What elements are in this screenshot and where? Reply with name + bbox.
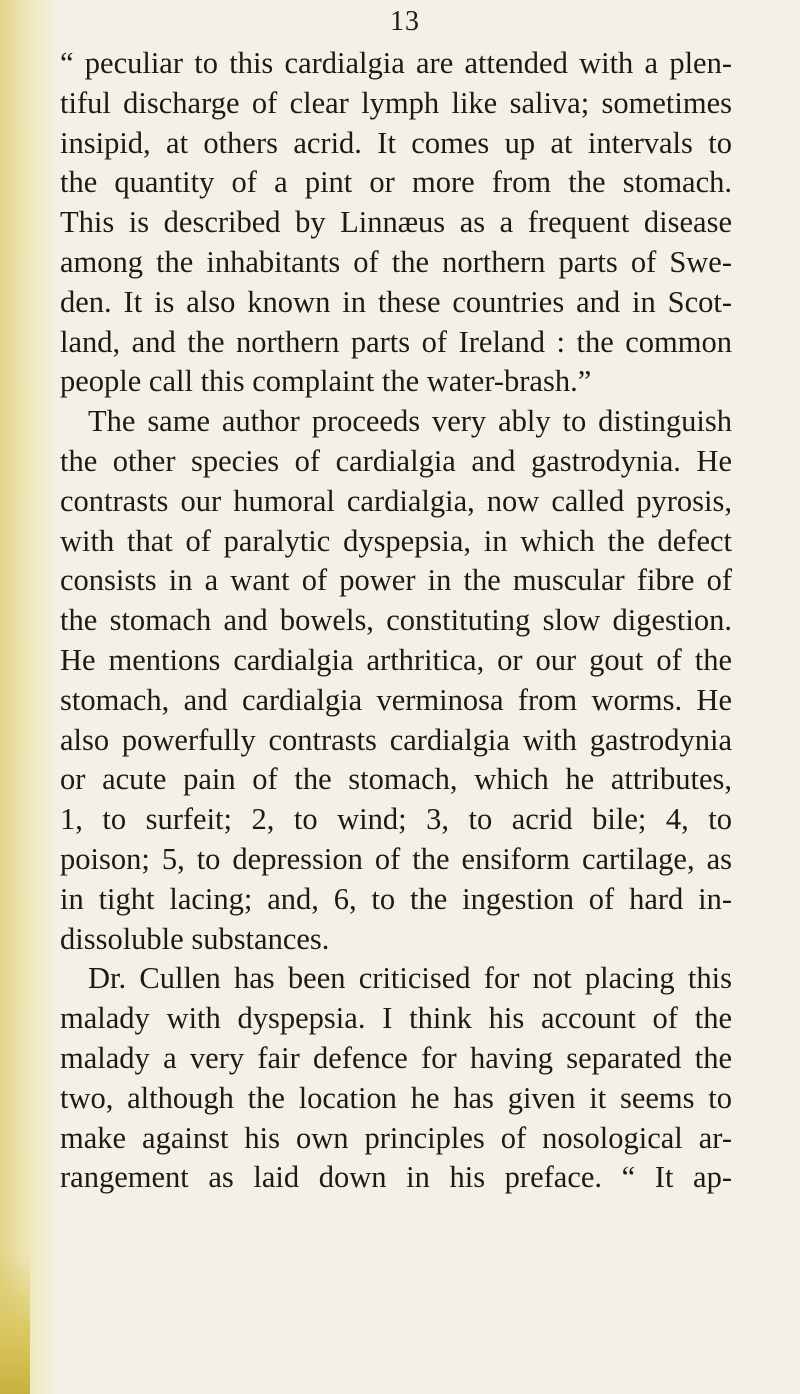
text-line: people call this complaint the water-brash.”: [60, 364, 592, 399]
page-binding-stain: [0, 1250, 30, 1394]
text-line: the stomach and bowels, constituting slow digestion.: [60, 603, 732, 638]
page-number: 13: [390, 6, 420, 37]
text-line: make against his own principles of nosological ar-: [60, 1120, 732, 1155]
text-line: rangement as laid down in his preface. “ It ap-: [60, 1160, 732, 1195]
text-line: the quantity of a pint or more from the stomach.: [60, 165, 732, 200]
text-line: malady a very fair defence for having separated the: [60, 1040, 732, 1075]
text-line: The same author proceeds very ably to distinguish: [88, 404, 732, 439]
page-gutter-shadow: [0, 0, 58, 1394]
text-line: He mentions cardialgia arthritica, or our gout of the: [60, 642, 732, 677]
text-line: also powerfully contrasts cardialgia with gastrodynia: [60, 722, 732, 757]
text-line: among the inhabitants of the northern parts of Swe-: [60, 244, 732, 279]
text-line: This is described by Linnæus as a frequent disease: [60, 205, 732, 240]
text-line: contrasts our humoral cardialgia, now called pyrosis,: [60, 483, 732, 518]
text-line: the other species of cardialgia and gastrodynia. He: [60, 443, 732, 478]
text-line: stomach, and cardialgia verminosa from worms. He: [60, 682, 732, 717]
text-line: Dr. Cullen has been criticised for not placing this: [88, 961, 732, 996]
text-line: consists in a want of power in the muscular fibre of: [60, 563, 732, 598]
body-text: [60, 44, 732, 1198]
text-line: tiful discharge of clear lymph like saliva; sometimes: [60, 85, 732, 120]
text-line: dissoluble substances.: [60, 921, 330, 956]
text-line: malady with dyspepsia. I think his account of the: [60, 1001, 732, 1036]
text-line: “ peculiar to this cardialgia are attended with a plen-: [60, 46, 732, 80]
text-line: with that of paralytic dyspepsia, in which the defect: [60, 523, 732, 558]
text-line: or acute pain of the stomach, which he attributes,: [60, 762, 732, 797]
text-line: in tight lacing; and, 6, to the ingestion of hard in-: [60, 881, 732, 916]
text-line: land, and the northern parts of Ireland : the common: [60, 324, 732, 359]
text-line: den. It is also known in these countries and in Scot-: [60, 284, 732, 319]
text-line: insipid, at others acrid. It comes up at intervals to: [60, 125, 732, 160]
text-line: poison; 5, to depression of the ensiform cartilage, as: [60, 841, 732, 876]
text-line: two, although the location he has given it seems to: [60, 1080, 732, 1115]
text-line: 1, to surfeit; 2, to wind; 3, to acrid bile; 4, to: [60, 802, 732, 837]
